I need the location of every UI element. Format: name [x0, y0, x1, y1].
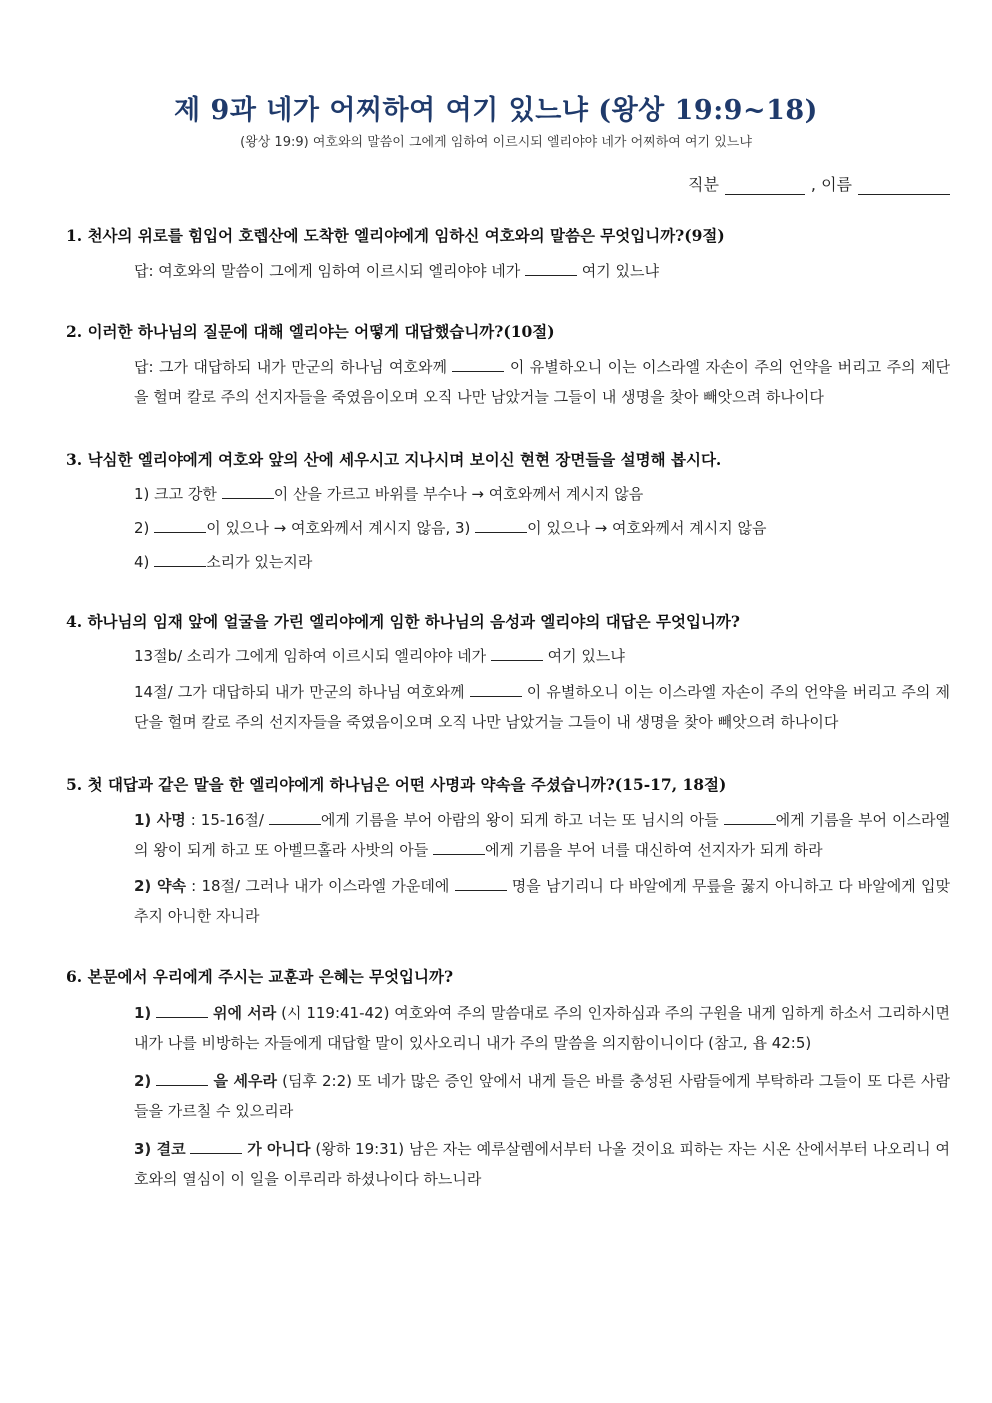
answer-1 [134, 256, 950, 286]
answer-bold: 위에 서라 [213, 1004, 277, 1022]
answer-text: 답: 그가 대답하되 내가 만군의 하나님 여호와께 [134, 358, 447, 376]
answer-blank[interactable] [491, 646, 543, 661]
answer-4-1 [134, 641, 950, 671]
question-2: 2. 이러한 하나님의 질문에 대해 엘리야는 어떻게 대답했습니까?(10절) [66, 322, 555, 341]
answer-blank[interactable] [269, 810, 321, 825]
answer-label: 2) 약속 [134, 877, 186, 895]
answer-6-3 [134, 1134, 950, 1194]
answer-blank[interactable] [154, 518, 206, 533]
position-label: 직분 [687, 175, 719, 194]
answer-blank[interactable] [455, 876, 507, 891]
answer-5-1 [134, 805, 950, 865]
answer-blank[interactable] [156, 1071, 208, 1086]
name-info [688, 172, 950, 195]
name-blank[interactable] [858, 178, 950, 195]
answer-text: 1) 크고 강한 [134, 485, 217, 503]
answer-bold: 가 아니다 [247, 1140, 311, 1158]
answer-text: 여기 있느냐 [581, 262, 659, 280]
answer-2 [134, 352, 950, 412]
answer-blank[interactable] [154, 552, 206, 567]
answer-text: (시 119:41-42) 여호와여 주의 말씀대로 주의 인자하심과 주의 구원을 내게 임하게 하소서 그리하시면 내가 나를 비방하는 자들에게 대답할 말이 있사오리니 내가 주의 말씀을 의지함이니이다 (참고, 욥 42:5) [134, 1004, 950, 1052]
answer-text: 14절/ 그가 대답하되 내가 만군의 하나님 여호와께 [134, 683, 465, 701]
page-title: 제 9과 네가 어찌하여 여기 있느냐 (왕상 19:9~18) [174, 95, 818, 126]
answer-label: 2) [134, 1072, 152, 1090]
question-5: 5. 첫 대답과 같은 말을 한 엘리야에게 하나님은 어떤 사명과 약속을 주셨습니까?(15-17, 18절) [66, 775, 727, 794]
position-blank[interactable] [725, 178, 805, 195]
answer-text: (왕하 19:31) 남은 자는 예루살렘에서부터 나올 것이요 피하는 자는 시온 산에서부터 나오리니 여호와의 열심이 이 일을 이루리라 하셨나이다 하느니라 [134, 1140, 950, 1188]
answer-text: 에게 기름을 부어 너를 대신하여 선지자가 되게 하라 [484, 841, 823, 859]
answer-text: 명을 남기리니 다 바알에게 무릎을 꿇지 아니하고 다 바알에게 입맞추지 아니한 자니라 [134, 877, 950, 925]
answer-text: : 15-16절/ [190, 811, 264, 829]
answer-label: 1) 사명 [134, 811, 186, 829]
answer-blank[interactable] [525, 261, 577, 276]
answer-text: : 18절/ 그러나 내가 이스라엘 가운데에 [191, 877, 450, 895]
answer-blank[interactable] [433, 840, 485, 855]
question-3: 3. 낙심한 엘리야에게 여호와 앞의 산에 세우시고 지나시며 보이신 현현 장면들을 설명해 봅시다. [66, 450, 722, 469]
question-4: 4. 하나님의 임재 앞에 얼굴을 가린 엘리야에게 임한 하나님의 음성과 엘리야의 대답은 무엇입니까? [66, 612, 740, 631]
answer-blank[interactable] [475, 518, 527, 533]
answer-bold: 을 세우라 [213, 1072, 277, 1090]
question-6: 6. 본문에서 우리에게 주시는 교훈과 은혜는 무엇입니까? [66, 967, 454, 986]
answer-3-2 [134, 513, 950, 543]
answer-blank[interactable] [190, 1139, 242, 1154]
answer-4-2 [134, 677, 950, 737]
answer-text: 이 유별하오니 이는 이스라엘 자손이 주의 언약을 버리고 주의 제단을 헐며 칼로 주의 선지자들을 죽였음이오며 오직 나만 남았거늘 그들이 내 생명을 찾아 빼앗으려 하나이다 [134, 683, 950, 731]
answer-text: 이 있으나 → 여호와께서 계시지 않음, 3) [206, 519, 471, 537]
answer-text: 에게 기름을 부어 이스라엘의 왕이 되게 하고 또 아벨므홀라 사밧의 아들 [134, 811, 950, 859]
answer-3-1 [134, 479, 950, 509]
answer-3-3 [134, 547, 950, 577]
answer-blank[interactable] [222, 484, 274, 499]
answer-blank[interactable] [724, 810, 776, 825]
answer-text: 13절b/ 소리가 그에게 임하여 이르시되 엘리야야 네가 [134, 647, 487, 665]
answer-blank[interactable] [156, 1003, 208, 1018]
answer-text: 답: 여호와의 말씀이 그에게 임하여 이르시되 엘리야야 네가 [134, 262, 521, 280]
answer-text: 에게 기름을 부어 아람의 왕이 되게 하고 너는 또 님시의 아들 [320, 811, 719, 829]
answer-text: 소리가 있는지라 [206, 553, 313, 571]
answer-text: (딤후 2:2) 또 네가 많은 증인 앞에서 내게 들은 바를 충성된 사람들에게 부탁하라 그들이 또 다른 사람들을 가르칠 수 있으리라 [134, 1072, 950, 1120]
answer-label: 1) [134, 1004, 152, 1022]
answer-text: 이 산을 가르고 바위를 부수나 → 여호와께서 계시지 않음 [273, 485, 644, 503]
answer-blank[interactable] [470, 682, 522, 697]
answer-text: 2) [134, 519, 150, 537]
answer-text: 이 유별하오니 이는 이스라엘 자손이 주의 언약을 버리고 주의 제단을 헐며 칼로 주의 선지자들을 죽였음이오며 오직 나만 남았거늘 그들이 내 생명을 찾아 빼앗으려 하나이다 [134, 358, 950, 406]
answer-5-2 [134, 871, 950, 931]
name-label: , 이름 [810, 175, 852, 194]
answer-text: 4) [134, 553, 150, 571]
answer-text: 이 있으나 → 여호와께서 계시지 않음 [527, 519, 767, 537]
answer-label: 3) 결코 [134, 1140, 186, 1158]
question-1: 1. 천사의 위로를 힘입어 호렙산에 도착한 엘리야에게 임하신 여호와의 말씀은 무엇입니까?(9절) [66, 226, 725, 245]
answer-6-1 [134, 998, 950, 1058]
answer-6-2 [134, 1066, 950, 1126]
page-subtitle: (왕상 19:9) 여호와의 말씀이 그에게 임하여 이르시되 엘리야야 네가 어찌하여 여기 있느냐 [240, 135, 752, 150]
answer-text: 여기 있느냐 [547, 647, 625, 665]
answer-blank[interactable] [452, 357, 504, 372]
